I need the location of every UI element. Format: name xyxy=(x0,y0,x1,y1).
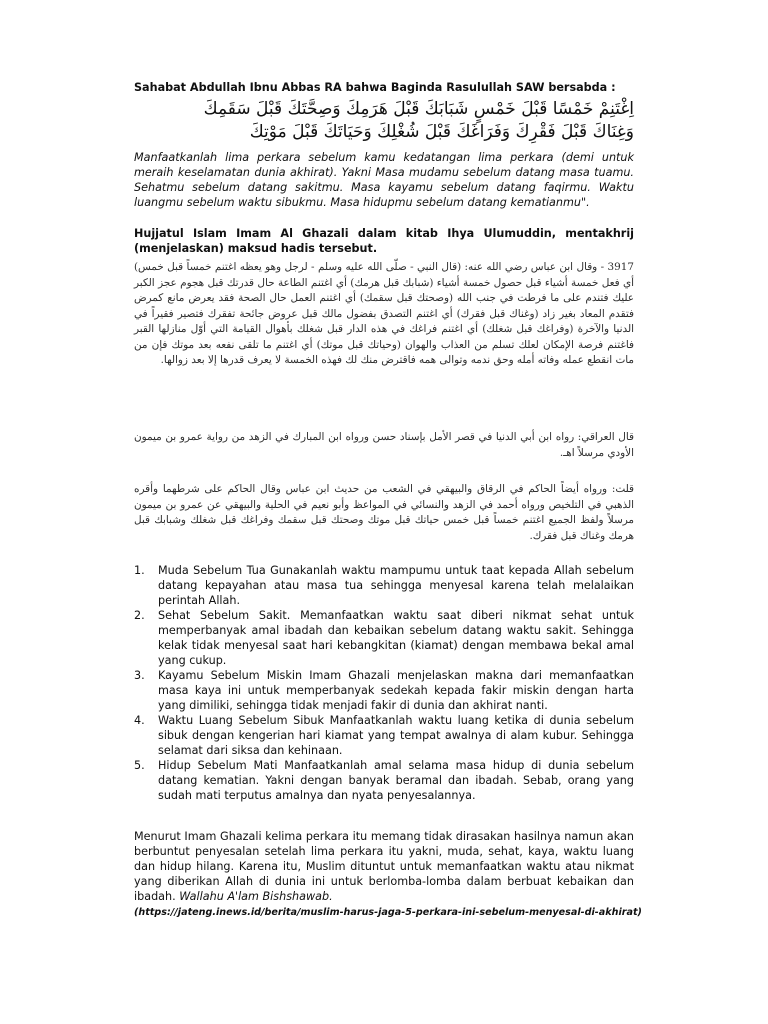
scan-paragraph-3: قلت: ورواه أيضاً الحاكم في الرقاق والبيهقي في الشعب من حديث ابن عباس وقال الحاكم على شرطهما وأقره الذهبي في التلخيص ورواه أحمد في الزهد والنسائي في المواعظ وأبو نعيم في الحلية والبيهقي عن عمرو بن ميمون مرسلاً ولفظ الجميع اغتنم خمساً قبل خمس حياتك قبل موتك وصحتك قبل سقمك وفراغك قبل شغلك وشبابك قبل هرمك وغناك قبل فقرك. xyxy=(134,483,634,542)
scan-paragraph-1: 3917 - وقال ابن عباس رضي الله عنه: (قال النبي - صلّى الله عليه وسلم - لرجل وهو يعظه اغتنم خمساً قبل خمس) أي فعل خمسة أشياء قبل حصول خمسة أشياء (شبابك قبل هرمك) أي اغتنم الطاعة حال قدرتك قبل هجوم عجز الكبر عليك فتندم على ما فرطت في جنب الله (وصحتك قبل سقمك) أي اغتنم العمل حال الصحة فقد يعرض مانع كمرض فتقدم المعاد بغير زاد (وغناك قبل فقرك) أي اغتنم التصدق بفضول مالك قبل عروض جائحة تفقرك فتصير فقيراً في الدنيا والآخرة (وفراغك قبل شغلك) أي اغتنم فراغك في هذه الدار قبل شغلك بأهوال القيامة التي أوّل منازلها القبر فاغتنم فرصة الإمكان لعلك تسلم من العذاب والهوان (وحياتك قبل موتك) أي اغتنم ما تلقى نفعه بعد موتك فإن من مات انقطع عمله وفاته أمله وحق ندمه وتوالى همه فاقترض منك لك فهذه الخمسة لا يعرف قدرها إلا بعد زوالها. xyxy=(134,261,634,366)
list-item xyxy=(134,668,634,713)
closing-paragraph xyxy=(134,829,634,904)
list-number: 3. xyxy=(134,669,145,682)
hadith-line-2: وَغِنَاكَ قَبْلَ فَقْرِكَ وَفَرَاغَكَ قَبْلَ شُغْلِكَ وَحَيَاتَكَ قَبْلَ مَوْتِكَ xyxy=(249,122,634,142)
closing-italic: Wallahu A'lam Bishshawab. xyxy=(179,890,333,903)
closing-text: Menurut Imam Ghazali kelima perkara itu memang tidak dirasakan hasilnya namun akan berbuntut penyesalan setelah lima perkara itu yakni, muda, sehat, kaya, waktu luang dan hidup hilang. Karena itu, Muslim dituntut untuk memanfaatkan waktu atau nikmat yang diberikan Allah di dunia ini untuk berlomba-lomba dalam berbuat kebaikan dan ibadah. xyxy=(134,830,634,903)
list-number: 5. xyxy=(134,759,145,772)
list-text: Kayamu Sebelum Miskin Imam Ghazali menjelaskan makna dari memanfaatkan masa kaya ini untuk memperbanyak sedekah kepada fakir miskin dengan harta yang dimiliki, sehingga tidak menjadi fakir di dunia dan akhirat nanti. xyxy=(158,669,634,712)
hadith-line-1: اِغْتَنِمْ خَمْسًا قَبْلَ خَمْسٍ شَبَابَكَ قَبْلَ هَرَمِكَ وَصِحَّتَكَ قَبْلَ سَقَمِكَ xyxy=(203,99,634,119)
source-link[interactable]: (https://jateng.inews.id/berita/muslim-harus-jaga-5-perkara-ini-sebelum-menyesal-di-akhirat) xyxy=(134,907,642,918)
intro-line: Sahabat Abdullah Ibnu Abbas RA bahwa Baginda Rasulullah SAW bersabda : xyxy=(134,81,616,94)
hadith-translation: Manfaatkanlah lima perkara sebelum kamu kedatangan lima perkara (demi untuk meraih keselamatan dunia akhirat). Yakni Masa mudamu sebelum datang masa tuamu. Sehatmu sebelum datang sakitmu. Masa kayamu sebelum datang faqirmu. Waktu luangmu sebelum waktu sibukmu. Masa hidupmu sebelum datang kematianmu". xyxy=(134,151,634,209)
ihya-scan-excerpt xyxy=(134,260,634,562)
list-text: Hidup Sebelum Mati Manfaatkanlah amal selama masa hidup di dunia sebelum datang kematian. Yakni dengan banyak beramal dan ibadah. Sebab, orang yang sudah mati terputus amalnya dan nyata penyesalannya. xyxy=(158,759,634,802)
list-text: Waktu Luang Sebelum Sibuk Manfaatkanlah waktu luang ketika di dunia sebelum sibuk dengan kengerian hari kiamat yang tempat awalnya di alam kubur. Sehingga selamat dari siksa dan kehinaan. xyxy=(158,714,634,757)
hadith-arabic xyxy=(134,98,634,144)
list-item xyxy=(134,563,634,608)
list-item xyxy=(134,608,634,668)
ghazali-intro: Hujjatul Islam Imam Al Ghazali dalam kitab Ihya Ulumuddin, mentakhrij (menjelaskan) maksud hadis tersebut. xyxy=(134,227,634,255)
list-number: 4. xyxy=(134,714,145,727)
list-number: 1. xyxy=(134,564,145,577)
scan-paragraph-2: قال العراقي: رواه ابن أبي الدنيا في قصر الأمل بإسناد حسن ورواه ابن المبارك في الزهد من رواية عمرو بن ميمون الأودي مرسلاً اهـ. xyxy=(134,431,634,459)
list-text: Sehat Sebelum Sakit. Memanfaatkan waktu saat diberi nikmat sehat untuk memperbanyak amal ibadah dan kebaikan sebelum datang waktu sakit. Sehingga kelak tidak menyesal saat hari kebangkitan (kiamat) dengan membawa bekal amal yang cukup. xyxy=(158,609,634,667)
list-number: 2. xyxy=(134,609,145,622)
list-item xyxy=(134,758,634,803)
five-matters-list xyxy=(134,563,634,803)
list-item xyxy=(134,713,634,758)
list-text: Muda Sebelum Tua Gunakanlah waktu mampumu untuk taat kepada Allah sebelum datang kepayahan atau masa tua sehingga menyesal karena telah melalaikan perintah Allah. xyxy=(158,564,634,607)
